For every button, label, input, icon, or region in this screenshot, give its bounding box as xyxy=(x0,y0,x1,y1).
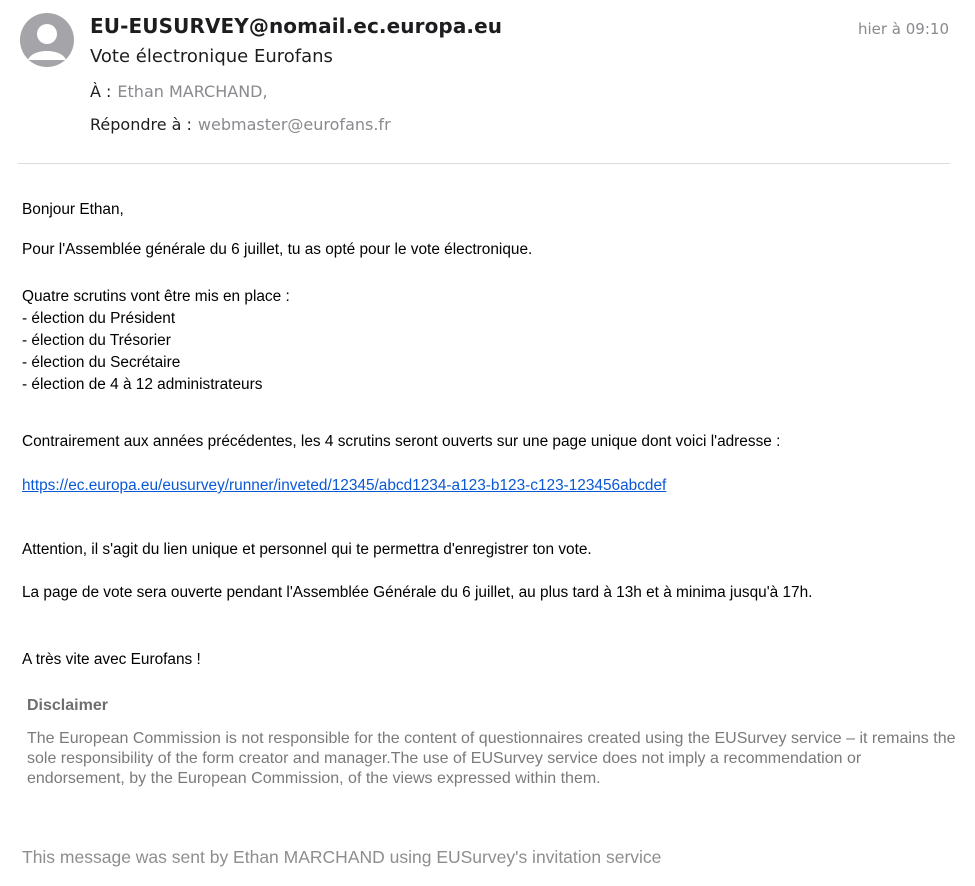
to-label: À : xyxy=(90,82,112,101)
reply-to-row xyxy=(90,115,391,134)
list-item: - élection du Président xyxy=(22,310,176,327)
vote-page-paragraph: La page de vote sera ouverte pendant l'Assemblée Générale du 6 juillet, au plus tard à 13h et à minima jusqu'à 17h. xyxy=(22,584,813,601)
email-subject: Vote électronique Eurofans xyxy=(90,46,333,67)
attention-paragraph: Attention, il s'agit du lien unique et personnel qui te permettra d'enregistrer ton vote. xyxy=(22,541,592,558)
sender-address[interactable]: EU-EUSURVEY@nomail.ec.europa.eu xyxy=(90,14,503,38)
intro-paragraph: Pour l'Assemblée générale du 6 juillet, tu as opté pour le vote électronique. xyxy=(22,241,533,258)
list-item: - élection du Trésorier xyxy=(22,332,171,349)
contrary-paragraph: Contrairement aux années précédentes, les 4 scrutins seront ouverts sur une page unique dont voici l'adresse : xyxy=(22,433,781,450)
header-divider xyxy=(18,163,950,164)
disclaimer-text: The European Commission is not responsible for the content of questionnaires created using the EUSurvey service – it remains the sole responsibility of the form creator and manager.The use of EUSurvey service does not imply a recommendation or endorsement, by the European Commission, of the views expressed within them. xyxy=(27,730,956,787)
reply-to-label: Répondre à : xyxy=(90,115,192,134)
message-header xyxy=(0,0,975,165)
person-icon[interactable] xyxy=(20,13,74,67)
disclaimer-title: Disclaimer xyxy=(27,697,108,714)
footer-note: This message was sent by Ethan MARCHAND using EUSurvey's invitation service xyxy=(22,847,662,867)
scrutins-list xyxy=(22,286,952,396)
to-recipient[interactable]: Ethan MARCHAND, xyxy=(117,82,268,101)
received-date: hier à 09:10 xyxy=(857,20,949,38)
list-item: - élection du Secrétaire xyxy=(22,354,181,371)
greeting: Bonjour Ethan, xyxy=(22,201,124,218)
to-row xyxy=(90,82,268,101)
list-item: - élection de 4 à 12 administrateurs xyxy=(22,376,263,393)
survey-link-row xyxy=(22,476,952,496)
survey-link[interactable]: https://ec.europa.eu/eusurvey/runner/inveted/12345/abcd1234-a123-b123-c123-123456abcdef xyxy=(22,477,667,494)
reply-to-address[interactable]: webmaster@eurofans.fr xyxy=(197,115,391,134)
closing-line: A très vite avec Eurofans ! xyxy=(22,651,201,668)
scrutins-intro: Quatre scrutins vont être mis en place : xyxy=(22,288,290,305)
